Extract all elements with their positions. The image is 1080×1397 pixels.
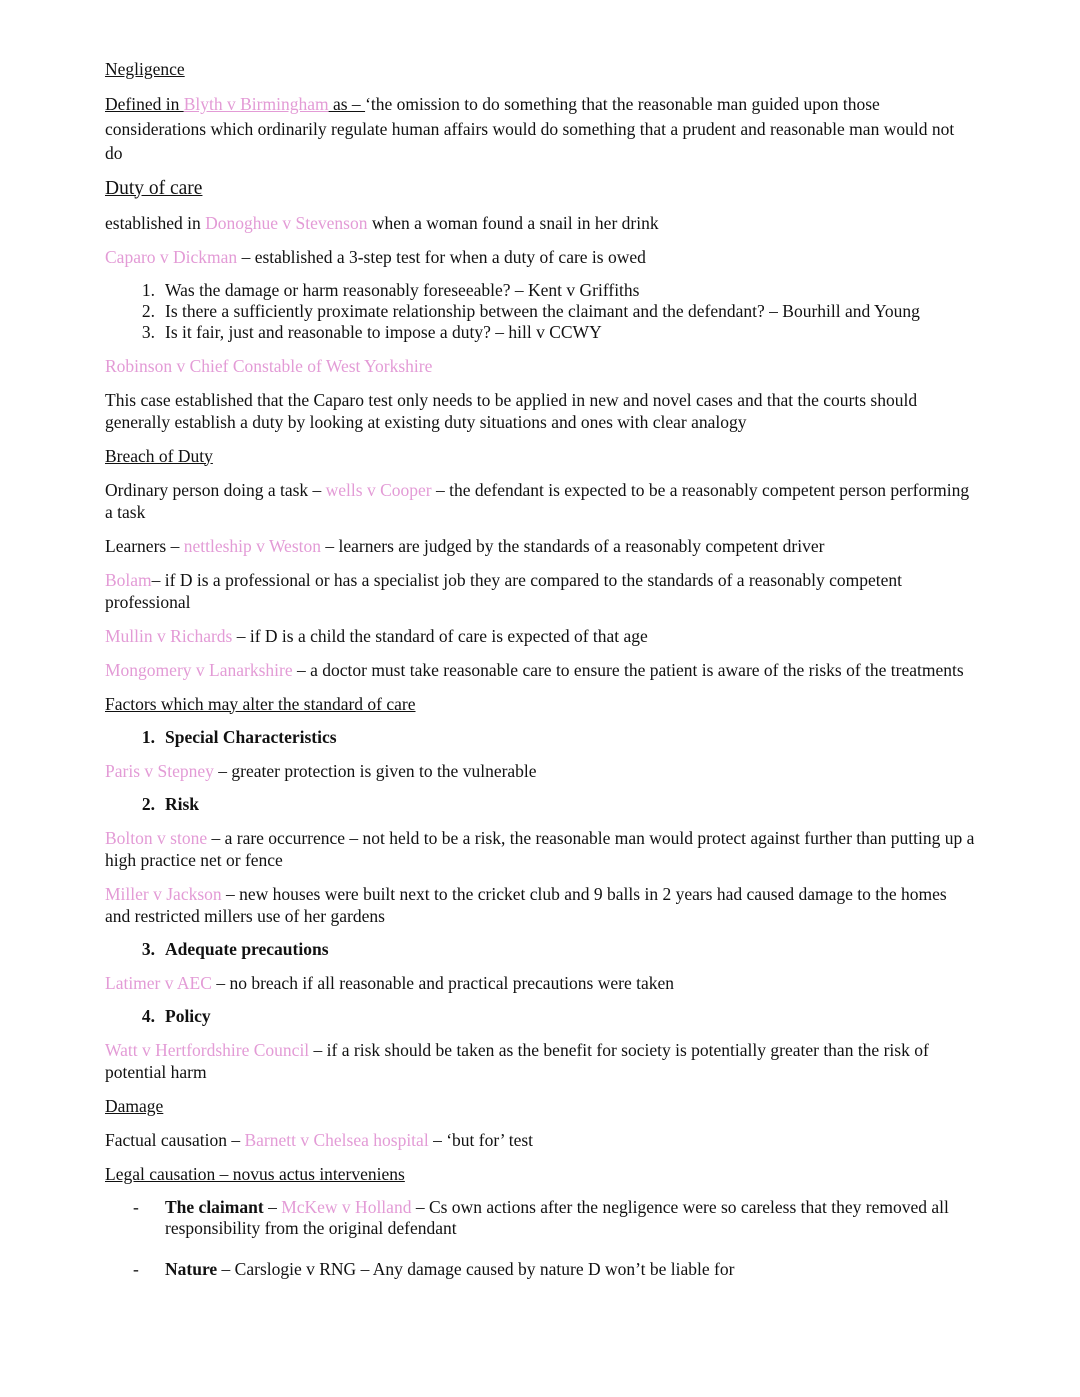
list-item: - Nature – Carslogie v RNG – Any damage caused by nature D won’t be liable for [133,1258,735,1279]
list-item: 1. Was the damage or harm reasonably foreseeable? – Kent v Griffiths [141,279,640,300]
factor-paris: Paris v Stepney – greater protection is given to the vulnerable [105,760,537,781]
robinson-text: This case established that the Caparo test only needs to be applied in new and novel cases and that the courts should generally establish a duty by looking at existing duty situations and ones with clear analogy [105,389,918,432]
factor-bolton: Bolton v stone – a rare occurrence – not held to be a risk, the reasonable man would protect against further than putting up a high practice net or fence [105,827,975,870]
case-link: Latimer v AEC [105,972,212,993]
case-link: Donoghue v Stevenson [205,212,368,233]
section-heading-breach: Breach of Duty [105,445,213,466]
breach-bolam: Bolam– if D is a professional or has a specialist job they are compared to the standards of a reasonably competent professional [105,569,902,612]
factor-heading: 3. Adequate precautions [141,938,329,959]
breach-ordinary: Ordinary person doing a task – wells v Cooper – the defendant is expected to be a reasonably competent person performing a task [105,479,970,522]
breach-learners: Learners – nettleship v Weston – learners are judged by the standards of a reasonably competent driver [105,535,825,556]
factor-miller: Miller v Jackson – new houses were built next to the cricket club and 9 balls in 2 years had caused damage to the homes and restricted millers use of her gardens [105,883,947,926]
list-item: 3. Is it fair, just and reasonable to impose a duty? – hill v CCWY [141,321,602,342]
section-heading-duty: Duty of care [105,177,203,199]
robinson-case: Robinson v Chief Constable of West Yorkshire [105,355,433,376]
case-link: Watt v Hertfordshire Council [105,1039,310,1060]
list-item: - The claimant – McKew v Holland – Cs own actions after the negligence were so careless that they removed all responsibility from the original defendant [133,1196,949,1238]
section-heading-damage: Damage [105,1095,164,1116]
case-link: Mullin v Richards [105,625,233,646]
duty-established: established in Donoghue v Stevenson when a woman found a snail in her drink [105,212,659,233]
page-title: Negligence [105,59,185,79]
factor-latimer: Latimer v AEC – no breach if all reasonable and practical precautions were taken [105,972,675,993]
damage-factual: Factual causation – Barnett v Chelsea hospital – ‘but for’ test [105,1129,534,1150]
case-link: Miller v Jackson [105,883,222,904]
definition-prefix: Defined in [105,94,184,114]
case-link: Mongomery v Lanarkshire [105,659,293,680]
definition-paragraph [105,92,975,166]
case-link: Barnett v Chelsea hospital [244,1129,429,1150]
case-link: Bolam [105,569,152,590]
definition-mid: as – [328,94,366,114]
definition-text: ‘the omission to do something that the reasonable man guided upon those considerations which ordinarily regulate human affairs would do something that a prudent and reasonable man would not do [105,94,955,163]
case-link: Paris v Stepney [105,760,214,781]
case-link: Blyth v Birmingham [183,94,329,114]
case-link: McKew v Holland [281,1196,412,1217]
case-link: wells v Cooper [325,479,432,500]
duty-caparo: Caparo v Dickman – established a 3-step test for when a duty of care is owed [105,246,646,267]
breach-mullin: Mullin v Richards – if D is a child the standard of care is expected of that age [105,625,648,646]
factor-heading: 2. Risk [141,793,200,814]
case-link: Bolton v stone [105,827,208,848]
legal-causation-heading: Legal causation – novus actus interveniens [105,1163,405,1184]
case-link: Caparo v Dickman [105,246,238,267]
breach-mongomery: Mongomery v Lanarkshire – a doctor must take reasonable care to ensure the patient is aware of the risks of the treatments [105,659,964,680]
factor-heading: 1. Special Characteristics [141,726,337,747]
document-body [105,58,975,1280]
factor-watt: Watt v Hertfordshire Council – if a risk should be taken as the benefit for society is potentially greater than the risk of potential harm [105,1039,929,1082]
list-item: 2. Is there a sufficiently proximate relationship between the claimant and the defendant? – Bourhill and Young [141,300,920,321]
factor-heading: 4. Policy [141,1005,211,1026]
case-link: nettleship v Weston [183,535,322,556]
section-heading-factors: Factors which may alter the standard of care [105,693,416,714]
